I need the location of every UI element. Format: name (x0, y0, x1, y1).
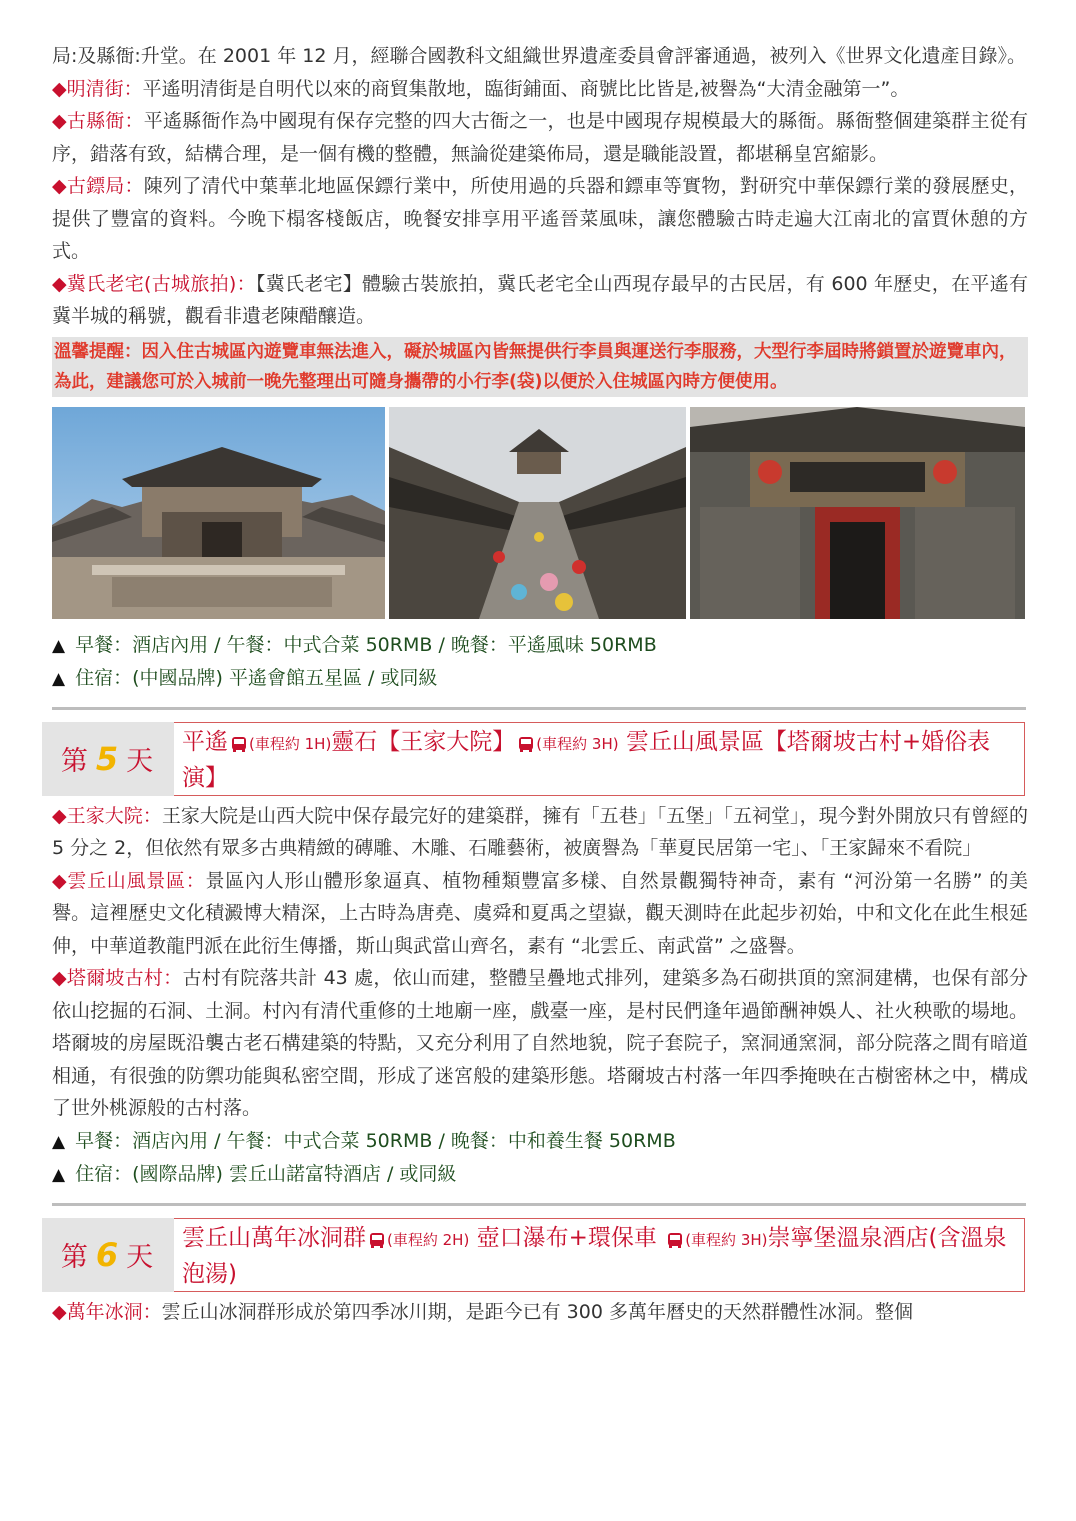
day6-header (42, 1218, 1025, 1292)
intro-paragraph: 局:及縣衙:升堂。在 2001 年 12 月，經聯合國教科文組織世界遺產委員會評審通過，被列入《世界文化遺產目錄》。 (52, 45, 1026, 67)
day5-number: 5 (95, 739, 121, 778)
diamond-bullet-icon: ◆ (52, 1300, 67, 1323)
attraction-name: 王家大院： (66, 804, 162, 827)
bus-icon (668, 1233, 682, 1246)
attraction-name: 雲丘山風景區： (67, 869, 206, 892)
attraction-text: 景區內人形山體形象逼真、植物種類豐富多樣、自然景觀獨特神奇，素有 “河汾第一名勝” 的美譽。這裡歷史文化積澱博大精深，上古時為唐堯、虞舜和夏禹之望嶽，觀天測時在此起步初始，中和文化在此生根延伸，中華道教龍門派在此衍生傳播，斯山與武當山齊名，素有 “北雲丘、南武當” 之盛譽。 (52, 869, 1028, 957)
attraction-text: 雲丘山冰洞群形成於第四季冰川期，是距今已有 300 多萬年曆史的天然群體性冰洞。整個 (161, 1300, 913, 1323)
attraction-mingqing-street (52, 73, 1028, 106)
section-divider (52, 707, 1026, 710)
attraction-wang-family-compound (52, 800, 1028, 865)
attraction-text: 王家大院是山西大院中保存最完好的建築群，擁有「五巷」「五堡」「五祠堂」，現今對外開放只有曾經的 5 分之 2，但依然有眾多古典精緻的磚雕、木雕、石雕藝術，被廣譽為「華夏民居第一宅」、「王家歸來不看院」 (52, 804, 1028, 859)
day6-number: 6 (95, 1235, 121, 1274)
attraction-name: 古縣衙： (66, 110, 144, 132)
itinerary-page (52, 0, 1028, 1328)
bus-icon (232, 737, 246, 750)
diamond-bullet-icon: ◆ (52, 869, 68, 892)
photo-strip (52, 407, 1025, 619)
triangle-bullet-icon: ▲ (52, 635, 66, 656)
luggage-notice: 溫馨提醒：因入住古城區內遊覽車無法進入，礙於城區內皆無提供行李員與運送行李服務，大型行李屆時將鎖置於遊覽車內，為此，建議您可於入城前一晚先整理出可隨身攜帶的小行李(袋)以便於入住城區內時方便使用。 (52, 337, 1028, 397)
diamond-bullet-icon: ◆ (52, 110, 67, 132)
day5-route-title: 平遙 (車程約 1H)靈石【王家大院】 (車程約 3H) 雲丘山風景區【塔爾坡古村+婚俗表演】 (174, 722, 1025, 796)
escort-agency-gate-photo (690, 407, 1025, 619)
attraction-name: 明清街： (66, 77, 143, 100)
attraction-ice-cave (52, 1296, 1028, 1329)
diamond-bullet-icon: ◆ (52, 967, 67, 989)
day5-meals: ▲ 早餐：酒店內用 / 午餐：中式合菜 50RMB / 晚餐：中和養生餐 50RMB (52, 1129, 676, 1152)
day5-label: 第 5 天 (42, 722, 174, 796)
attraction-name: 古鏢局： (66, 175, 144, 197)
attraction-text: 【冀氏老宅】體驗古裝旅拍，冀氏老宅全山西現存最早的古民居，有 600 年歷史，在平遙有冀半城的稱號，觀看非遺老陳醋釀造。 (52, 272, 1028, 327)
attraction-name: 萬年冰洞： (66, 1300, 162, 1323)
attraction-name: 塔爾坡古村： (66, 967, 183, 989)
day5-hotel: ▲ 住宿：(國際品牌) 雲丘山諾富特酒店 / 或同級 (52, 1162, 457, 1185)
bus-icon (370, 1233, 384, 1246)
attraction-text: 平遙明清街是自明代以來的商貿集散地，臨街鋪面、商號比比皆是,被譽為“大清金融第一”。 (142, 77, 910, 100)
attraction-name: 冀氏老宅(古城旅拍)： (66, 272, 256, 295)
triangle-bullet-icon: ▲ (52, 1131, 66, 1152)
diamond-bullet-icon: ◆ (52, 804, 67, 827)
day5-header (42, 722, 1025, 796)
courtyard-mansion-photo (52, 407, 385, 619)
triangle-bullet-icon: ▲ (52, 668, 66, 689)
attraction-yunqiu-mountain (52, 865, 1028, 963)
attraction-ji-family-house (52, 268, 1028, 333)
attraction-text: 平遙縣衙作為中國現有保存完整的四大古衙之一，也是中國現存規模最大的縣衙。縣衙整個建築群主從有序，錯落有致，結構合理，是一個有機的整體，無論從建築佈局，還是職能設置，都堪稱皇宮縮影。 (52, 110, 1028, 165)
day4-meals: ▲ 早餐：酒店內用 / 午餐：中式合菜 50RMB / 晚餐：平遙風味 50RMB (52, 633, 657, 656)
triangle-bullet-icon: ▲ (52, 1164, 66, 1185)
attraction-ancient-yamen (52, 105, 1028, 170)
attraction-text: 陳列了清代中葉華北地區保鏢行業中，所使用過的兵器和鏢車等實物，對研究中華保鏢行業的發展歷史，提供了豐富的資料。今晚下榻客棧飯店，晚餐安排享用平遙晉菜風味，讓您體驗古時走遍大江南北的富賈休憩的方式。 (52, 175, 1028, 262)
day4-hotel: ▲ 住宿：(中國品牌) 平遙會館五星區 / 或同級 (52, 666, 438, 689)
attraction-taerpo-village (52, 962, 1028, 1125)
day6-route-title: 雲丘山萬年冰洞群 (車程約 2H) 壺口瀑布+環保車 (車程約 3H)崇寧堡溫泉酒店(含溫泉泡湯) (174, 1218, 1025, 1292)
day6-label: 第 6 天 (42, 1218, 174, 1292)
diamond-bullet-icon: ◆ (52, 77, 67, 100)
attraction-text: 古村有院落共計 43 處，依山而建，整體呈疊地式排列，建築多為石砌拱頂的窯洞建構，也保有部分依山挖掘的石洞、土洞。村內有清代重修的土地廟一座，戲臺一座，是村民們逢年過節酬神娛人、社火秧歌的場地。塔爾坡的房屋既沿襲古老石構建築的特點，又充分利用了自然地貌，院子套院子，窯洞通窯洞，部分院落之間有暗道相通，有很強的防禦功能與私密空間，形成了迷宮般的建築形態。塔爾坡古村落一年四季掩映在古樹密林之中，構成了世外桃源般的古村落。 (52, 967, 1028, 1119)
bus-icon (519, 737, 533, 750)
attraction-escort-agency (52, 170, 1028, 268)
diamond-bullet-icon: ◆ (52, 175, 67, 197)
diamond-bullet-icon: ◆ (52, 272, 67, 295)
section-divider (52, 1203, 1026, 1206)
ancient-street-photo (389, 407, 686, 619)
